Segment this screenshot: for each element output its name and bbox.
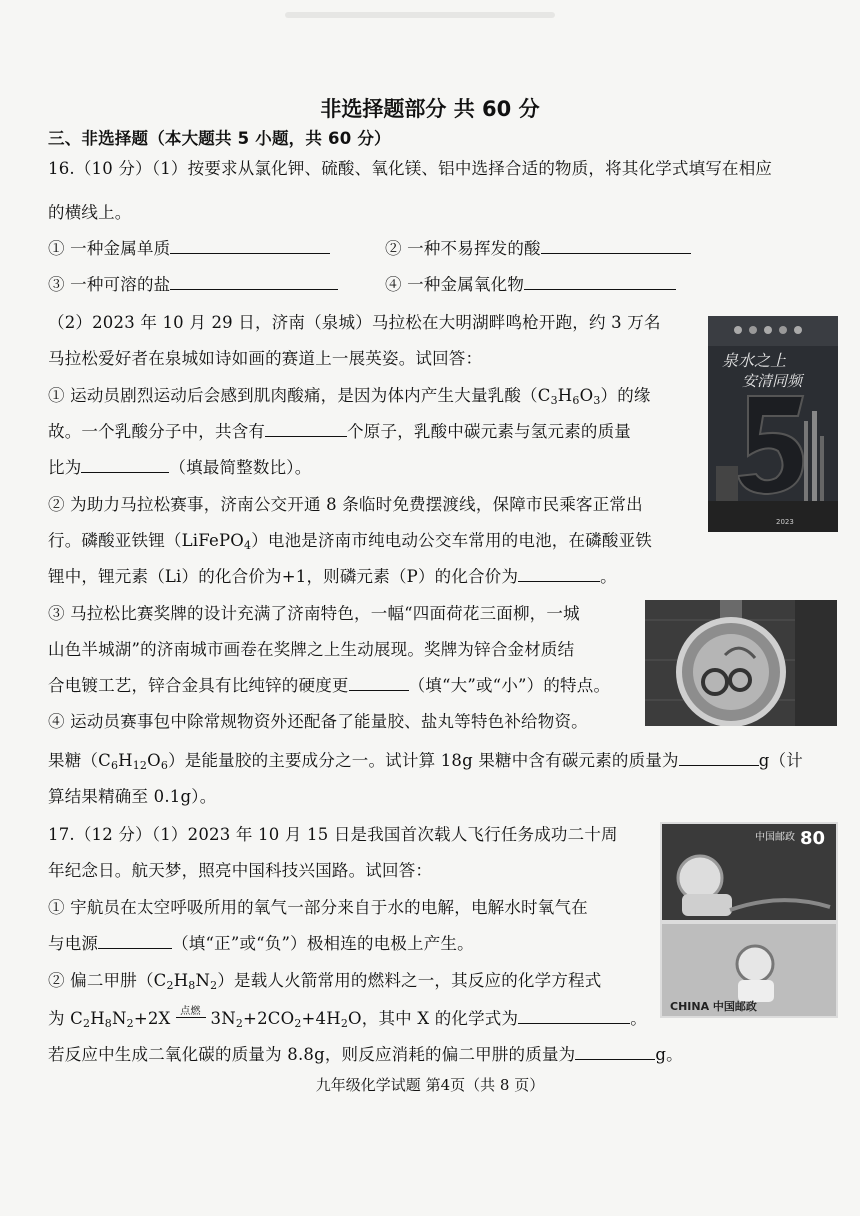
q16-head: 16.（10 分）（1）按要求从氯化钾、硫酸、氧化镁、铝中选择合适的物质，将其化学式填写在相应 [48, 159, 773, 178]
q17-sub1-line1: ① 宇航员在太空呼吸所用的氧气一部分来自于水的电解，电解水时氧气在 [48, 898, 588, 917]
q16-sub4-line3: 算结果精确至 0.1g）。 [48, 787, 217, 806]
stamp-value: 80 [800, 828, 826, 849]
q16-sub2-line3: 锂中，锂元素（Li）的化合价为+1，则磷元素（P）的化合价为 。 [48, 567, 617, 586]
answer-blank[interactable] [524, 274, 676, 290]
poster-title-1: 泉水之上 [722, 351, 787, 370]
q17-sub2-equation: 为 $C_2H_8N_2+2X$ 点燃 $3N_2+2CO_2+4H_2O$，其中 X 的化学式为 。 [48, 1006, 647, 1030]
q16-head2: 的横线上。 [48, 203, 132, 222]
q16-sub1-line1: ① 运动员剧烈运动后会感到肌肉酸痛，是因为体内产生大量乳酸$(C_3H_6O_3)$的缘 [48, 386, 651, 407]
stamp-bottom-label: CHINA 中国邮政 [670, 1000, 757, 1013]
section-heading: 三、非选择题（本大题共 5 小题，共 60 分） [48, 129, 391, 148]
stamp-top-label: 中国邮政 [755, 832, 795, 843]
q16-part2-line2: 马拉松爱好者在泉城如诗如画的赛道上一展英姿。试回答： [48, 349, 483, 368]
answer-blank[interactable] [265, 421, 347, 437]
q16-option-2: ② 一种不易挥发的酸 [385, 238, 691, 260]
q16-option-4: ④ 一种金属氧化物 [385, 274, 676, 296]
answer-blank[interactable] [518, 1008, 630, 1024]
q16-sub4-line2: 果糖$(C_6H_{12}O_6)$是能量胶的主要成分之一。试计算 18g 果糖中含有碳元素的质量为 g（计 [48, 751, 803, 772]
space-stamp-image [660, 822, 838, 1018]
q16-sub1-line3: 比为 （填最简整数比）。 [48, 458, 312, 477]
answer-blank[interactable] [349, 675, 409, 691]
answer-blank[interactable] [98, 933, 172, 949]
q16-sub2-line1: ② 为助力马拉松赛事，济南公交开通 8 条临时免费摆渡线，保障市民乘客正常出 [48, 495, 643, 514]
marathon-poster-image [708, 316, 838, 532]
reaction-condition: 点燃 [174, 1008, 208, 1024]
q17-head-line1: 17.（12 分）（1）2023 年 10 月 15 日是我国首次载人飞行任务成功二十周 [48, 825, 618, 844]
q16-sub3-line2: 山色半城湖”的济南城市画卷在奖牌之上生动展现。奖牌为锌合金材质结 [48, 640, 575, 659]
answer-blank[interactable] [541, 238, 691, 254]
marathon-medal-image [645, 600, 837, 726]
q16-sub4-line1: ④ 运动员赛事包中除常规物资外还配备了能量胶、盐丸等特色补给物资。 [48, 712, 588, 731]
q16-sub1-line2: 故。一个乳酸分子中，共含有 个原子，乳酸中碳元素与氢元素的质量 [48, 422, 632, 441]
scan-mark [285, 12, 555, 18]
page-title: 非选择题部分 共 60 分 [320, 97, 540, 121]
q17-sub2-line3: 若反应中生成二氧化碳的质量为 8.8g，则反应消耗的偏二甲肼的质量为 g。 [48, 1045, 683, 1064]
q17-head-line2: 年纪念日。航天梦，照亮中国科技兴国路。试回答： [48, 861, 433, 880]
answer-blank[interactable] [170, 238, 330, 254]
page-footer: 九年级化学试题 第4页（共 8 页） [315, 1076, 545, 1094]
q16-part2-line1: （2）2023 年 10 月 29 日，济南（泉城）马拉松在大明湖畔鸣枪开跑，约 3 万名 [48, 313, 661, 332]
answer-blank[interactable] [518, 566, 600, 582]
poster-year: 2023 [776, 518, 794, 526]
q16-option-3: ③ 一种可溶的盐 [48, 274, 338, 296]
q17-sub1-line2: 与电源 （填“正”或“负”）极相连的电极上产生。 [48, 934, 474, 953]
q16-sub2-line2: 行。磷酸亚铁锂（LiFePO$_4$）电池是济南市纯电动公交车常用的电池，在磷酸亚铁 [48, 531, 652, 552]
q16-option-1: ① 一种金属单质 [48, 238, 330, 260]
q17-sub2-line1: ② 偏二甲肼$(C_2H_8N_2)$是载人火箭常用的燃料之一，其反应的化学方程式 [48, 971, 602, 992]
poster-title-2: 安清同频 [742, 372, 803, 390]
q16-sub3-line3: 合电镀工艺，锌合金具有比纯锌的硬度更 （填“大”或“小”）的特点。 [48, 676, 611, 695]
answer-blank[interactable] [679, 750, 759, 766]
answer-blank[interactable] [575, 1044, 655, 1060]
answer-blank[interactable] [170, 274, 338, 290]
q16-sub3-line1: ③ 马拉松比赛奖牌的设计充满了济南特色，一幅“四面荷花三面柳，一城 [48, 604, 580, 623]
answer-blank[interactable] [81, 457, 169, 473]
